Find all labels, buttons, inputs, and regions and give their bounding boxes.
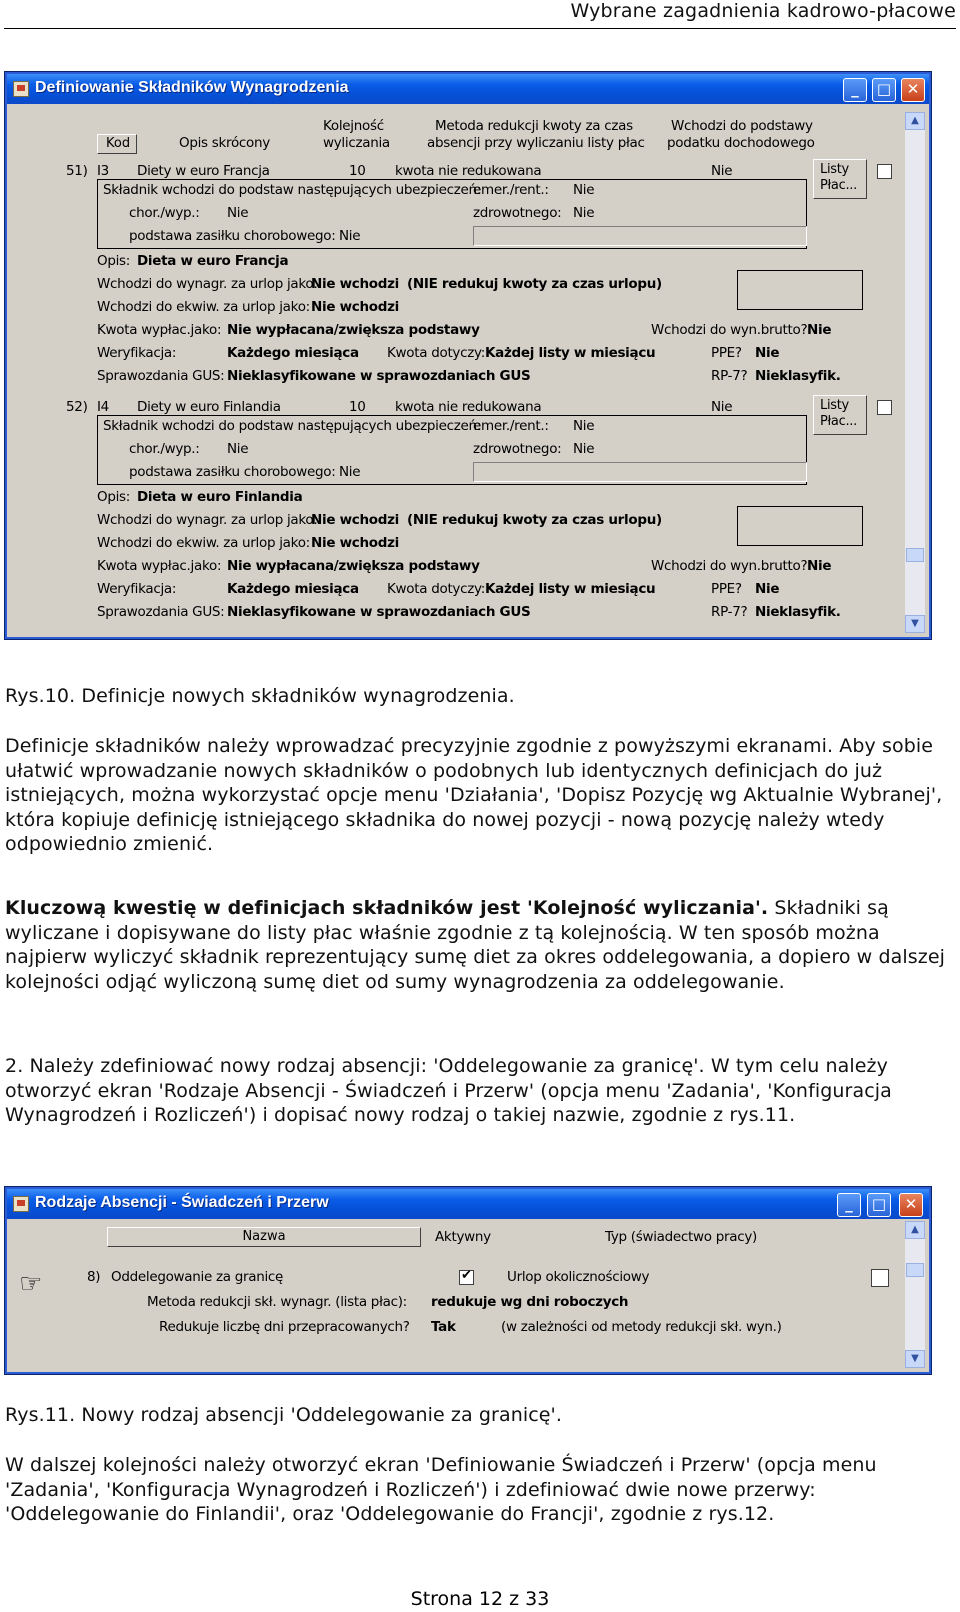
metoda-label: Metoda redukcji skł. wynagr. (lista płac): [147, 1294, 407, 1310]
ekwiw-label: Wchodzi do ekwiw. za urlop jako: [97, 299, 310, 315]
dotyczy-value: Każdej listy w miesiącu [485, 345, 656, 361]
record-checkbox[interactable] [877, 164, 892, 179]
window-client [11, 1221, 925, 1368]
column-header-aktywny[interactable]: Aktywny [435, 1229, 491, 1245]
urlop-label: Wchodzi do wynagr. za urlop jako: [97, 276, 318, 292]
minimize-button[interactable]: _ [837, 1193, 861, 1217]
figure-caption-10: Rys.10. Definicje nowych składników wynagrodzenia. [5, 685, 515, 707]
paragraph-3: 2. Należy zdefiniować nowy rodzaj absencji: 'Oddelegowanie za granicę'. W tym celu należy otworzyć ekran 'Rodzaje Absencji - Świadczeń i Przerw' (opcja menu 'Zadania', 'Konfiguracja Wynagrodzeń i Rozliczeń') i dopisać nowy rodzaj o takiej nazwie, zgodnie z rys.11. [5, 1055, 892, 1126]
opis-value: Dieta w euro Francja [137, 253, 289, 269]
urlop-note: (NIE redukuj kwoty za czas urlopu) [407, 512, 662, 528]
empty-box [737, 506, 863, 546]
maximize-button[interactable]: □ [872, 78, 896, 102]
weryf-label: Weryfikacja: [97, 581, 177, 597]
zasilek-value: Nie [339, 464, 361, 480]
wyplac-value: Nie wypłacana/zwiększa podstawy [227, 558, 480, 574]
ekwiw-label: Wchodzi do ekwiw. za urlop jako: [97, 535, 310, 551]
vertical-scrollbar[interactable] [905, 1221, 925, 1368]
window-titlebar[interactable] [7, 1189, 929, 1219]
weryf-label: Weryfikacja: [97, 345, 177, 361]
scroll-down-button[interactable]: ▼ [905, 1350, 925, 1368]
paragraph-1: Definicje składników należy wprowadzać precyzyjnie zgodnie z powyższymi ekranami. Aby sobie ułatwić wprowadzanie nowych składników o podobnych lub identycznych definicjach do już istniejących, można wykorzystać opcje menu 'Działania', 'Dopisz Pozycję wg Aktualnie Wybranej', która kopiuje definicję istniejącego składnika do nowej pozycji - nową pozycję należy wtedy odpowiednio zmienić. [5, 735, 943, 855]
urlop-note: (NIE redukuj kwoty za czas urlopu) [407, 276, 662, 292]
rp-label: RP-7? [711, 604, 748, 620]
record-kolejnosc: 10 [349, 163, 366, 179]
zdrow-label: zdrowotnego: [473, 441, 562, 457]
zasilek-label: podstawa zasiłku chorobowego: [129, 464, 336, 480]
record-lp: 8) [87, 1269, 101, 1285]
paragraph-2-bold: Kluczową kwestię w definicjach składników jest 'Kolejność wyliczania'. [5, 897, 769, 919]
record-typ: Urlop okolicznościowy [507, 1269, 650, 1285]
empty-field[interactable] [473, 462, 807, 482]
weryf-value: Każdego miesiąca [227, 581, 359, 597]
wyplac-label: Kwota wypłac.jako: [97, 558, 222, 574]
opis-value: Dieta w euro Finlandia [137, 489, 303, 505]
rp-value: Nieklasyfik. [755, 368, 841, 384]
column-header-kod[interactable]: Kod [97, 134, 137, 154]
window-titlebar[interactable] [7, 74, 929, 104]
zdrow-value: Nie [573, 441, 595, 457]
aktywny-checkbox[interactable] [459, 1270, 474, 1285]
emer-value: Nie [573, 182, 595, 198]
redukuje-note: (w zależności od metody redukcji skł. wyn.) [501, 1319, 782, 1335]
brutto-label: Wchodzi do wyn.brutto? [651, 322, 808, 338]
scroll-thumb[interactable] [906, 1263, 924, 1277]
chor-value: Nie [227, 205, 249, 221]
dotyczy-label: Kwota dotyczy: [387, 581, 485, 597]
document-header-title: Wybrane zagadnienia kadrowo-płacowe [570, 0, 956, 22]
brutto-value: Nie [807, 322, 832, 338]
window-client [11, 106, 925, 633]
record-lp: 51) [66, 163, 88, 179]
weryf-value: Każdego miesiąca [227, 345, 359, 361]
record-opis: Diety w euro Francja [137, 163, 270, 179]
gus-label: Sprawozdania GUS: [97, 604, 225, 620]
paragraph-2-rest: Składniki są wyliczane i dopisywane do listy płac właśnie zgodnie z tą kolejnością. W ten sposób można najpierw wyliczyć składnik reprezentujący sumę diet za okres oddelegowania, a dopiero w dalszej kolejności odjąć wyliczoną sumę diet od sumy wynagrodzenia za oddelegowanie. [5, 897, 945, 993]
close-button[interactable]: ✕ [901, 78, 925, 102]
page-number: Strona 12 z 33 [410, 1588, 550, 1610]
zdrow-value: Nie [573, 205, 595, 221]
wyplac-label: Kwota wypłac.jako: [97, 322, 222, 338]
record-row[interactable] [11, 156, 911, 391]
chor-label: chor./wyp.: [129, 205, 200, 221]
app-icon [13, 81, 29, 97]
record-checkbox[interactable] [877, 400, 892, 415]
header-divider [4, 28, 956, 29]
record-kolejnosc: 10 [349, 399, 366, 415]
window-title: Definiowanie Składników Wynagrodzenia [35, 79, 349, 96]
minimize-button[interactable]: _ [843, 78, 867, 102]
ppe-value: Nie [755, 581, 780, 597]
ubezp-label: Składnik wchodzi do podstaw następujących ubezpieczeń: [103, 182, 482, 198]
column-header-kolejnosc-2[interactable]: wyliczania [323, 135, 390, 151]
column-header-opis[interactable]: Opis skrócony [179, 135, 270, 151]
gus-value: Nieklasyfikowane w sprawozdaniach GUS [227, 368, 531, 384]
ekwiw-value: Nie wchodzi [311, 535, 399, 551]
record-podstawa: Nie [711, 163, 733, 179]
brutto-label: Wchodzi do wyn.brutto? [651, 558, 808, 574]
paragraph-4: W dalszej kolejności należy otworzyć ekran 'Definiowanie Świadczeń i Przerw' (opcja menu 'Zadania', 'Konfiguracja Wynagrodzeń i Rozliczeń') i zdefiniować dwie nowe przerwy: 'Oddelegowanie do Finlandii', oraz 'Oddelegowanie do Francji', zgodnie z rys.12. [5, 1454, 877, 1525]
column-header-nazwa[interactable]: Nazwa [107, 1227, 421, 1247]
emer-value: Nie [573, 418, 595, 434]
wyplac-value: Nie wypłacana/zwiększa podstawy [227, 322, 480, 338]
column-header-metoda-1[interactable]: Metoda redukcji kwoty za czas [435, 118, 633, 134]
column-header-typ[interactable]: Typ (świadectwo pracy) [605, 1229, 758, 1245]
urlop-value: Nie wchodzi [311, 512, 399, 528]
rp-value: Nieklasyfik. [755, 604, 841, 620]
redukuje-label: Redukuje liczbę dni przepracowanych? [159, 1319, 410, 1335]
gus-label: Sprawozdania GUS: [97, 368, 225, 384]
app-icon [13, 1196, 29, 1212]
paragraph-2 [5, 896, 950, 994]
window-title: Rodzaje Absencji - Świadczeń i Przerw [35, 1194, 329, 1211]
column-header-metoda-2[interactable]: absencji przy wyliczaniu listy płac [427, 135, 645, 151]
opis-label: Opis: [97, 489, 131, 505]
listy-plac-button[interactable]: Listy Płac... [813, 159, 867, 199]
scroll-down-button[interactable]: ▼ [905, 615, 925, 633]
ppe-value: Nie [755, 345, 780, 361]
listy-plac-button[interactable]: Listy Płac... [813, 395, 867, 435]
close-button[interactable]: ✕ [899, 1193, 923, 1217]
record-metoda: kwota nie redukowana [395, 399, 542, 415]
zasilek-label: podstawa zasiłku chorobowego: [129, 228, 336, 244]
metoda-value: redukuje wg dni roboczych [431, 1294, 629, 1310]
emer-label: emer./rent.: [473, 182, 549, 198]
column-header-podstawa-2[interactable]: podatku dochodowego [667, 135, 815, 151]
record-checkbox[interactable] [871, 1269, 889, 1287]
scroll-up-button[interactable]: ▲ [905, 1221, 925, 1239]
window-rodzaje-absencji [4, 1186, 932, 1375]
chor-label: chor./wyp.: [129, 441, 200, 457]
column-header-podstawa-1[interactable]: Wchodzi do podstawy [671, 118, 813, 134]
redukuje-value: Tak [431, 1319, 456, 1335]
brutto-value: Nie [807, 558, 832, 574]
ppe-label: PPE? [711, 581, 742, 597]
record-row[interactable] [11, 392, 911, 627]
column-header-kolejnosc-1[interactable]: Kolejność [323, 118, 384, 134]
record-kod: I4 [97, 399, 109, 415]
scroll-up-button[interactable]: ▲ [905, 112, 925, 130]
zasilek-value: Nie [339, 228, 361, 244]
urlop-label: Wchodzi do wynagr. za urlop jako: [97, 512, 318, 528]
ubezp-label: Składnik wchodzi do podstaw następujących ubezpieczeń: [103, 418, 482, 434]
zdrow-label: zdrowotnego: [473, 205, 562, 221]
record-nazwa[interactable]: Oddelegowanie za granicę [111, 1269, 284, 1285]
dotyczy-value: Każdej listy w miesiącu [485, 581, 656, 597]
record-kod: I3 [97, 163, 109, 179]
opis-label: Opis: [97, 253, 131, 269]
rp-label: RP-7? [711, 368, 748, 384]
empty-field[interactable] [473, 226, 807, 246]
maximize-button[interactable]: □ [867, 1193, 891, 1217]
record-metoda: kwota nie redukowana [395, 163, 542, 179]
ekwiw-value: Nie wchodzi [311, 299, 399, 315]
gus-value: Nieklasyfikowane w sprawozdaniach GUS [227, 604, 531, 620]
pointer-hand-icon: ☞ [19, 1269, 43, 1299]
empty-box [737, 270, 863, 310]
ppe-label: PPE? [711, 345, 742, 361]
chor-value: Nie [227, 441, 249, 457]
urlop-value: Nie wchodzi [311, 276, 399, 292]
record-podstawa: Nie [711, 399, 733, 415]
record-opis: Diety w euro Finlandia [137, 399, 281, 415]
figure-caption-11: Rys.11. Nowy rodzaj absencji 'Oddelegowanie za granicę'. [5, 1404, 563, 1426]
emer-label: emer./rent.: [473, 418, 549, 434]
record-lp: 52) [66, 399, 88, 415]
window-definiowanie-skladnikow [4, 71, 932, 640]
dotyczy-label: Kwota dotyczy: [387, 345, 485, 361]
